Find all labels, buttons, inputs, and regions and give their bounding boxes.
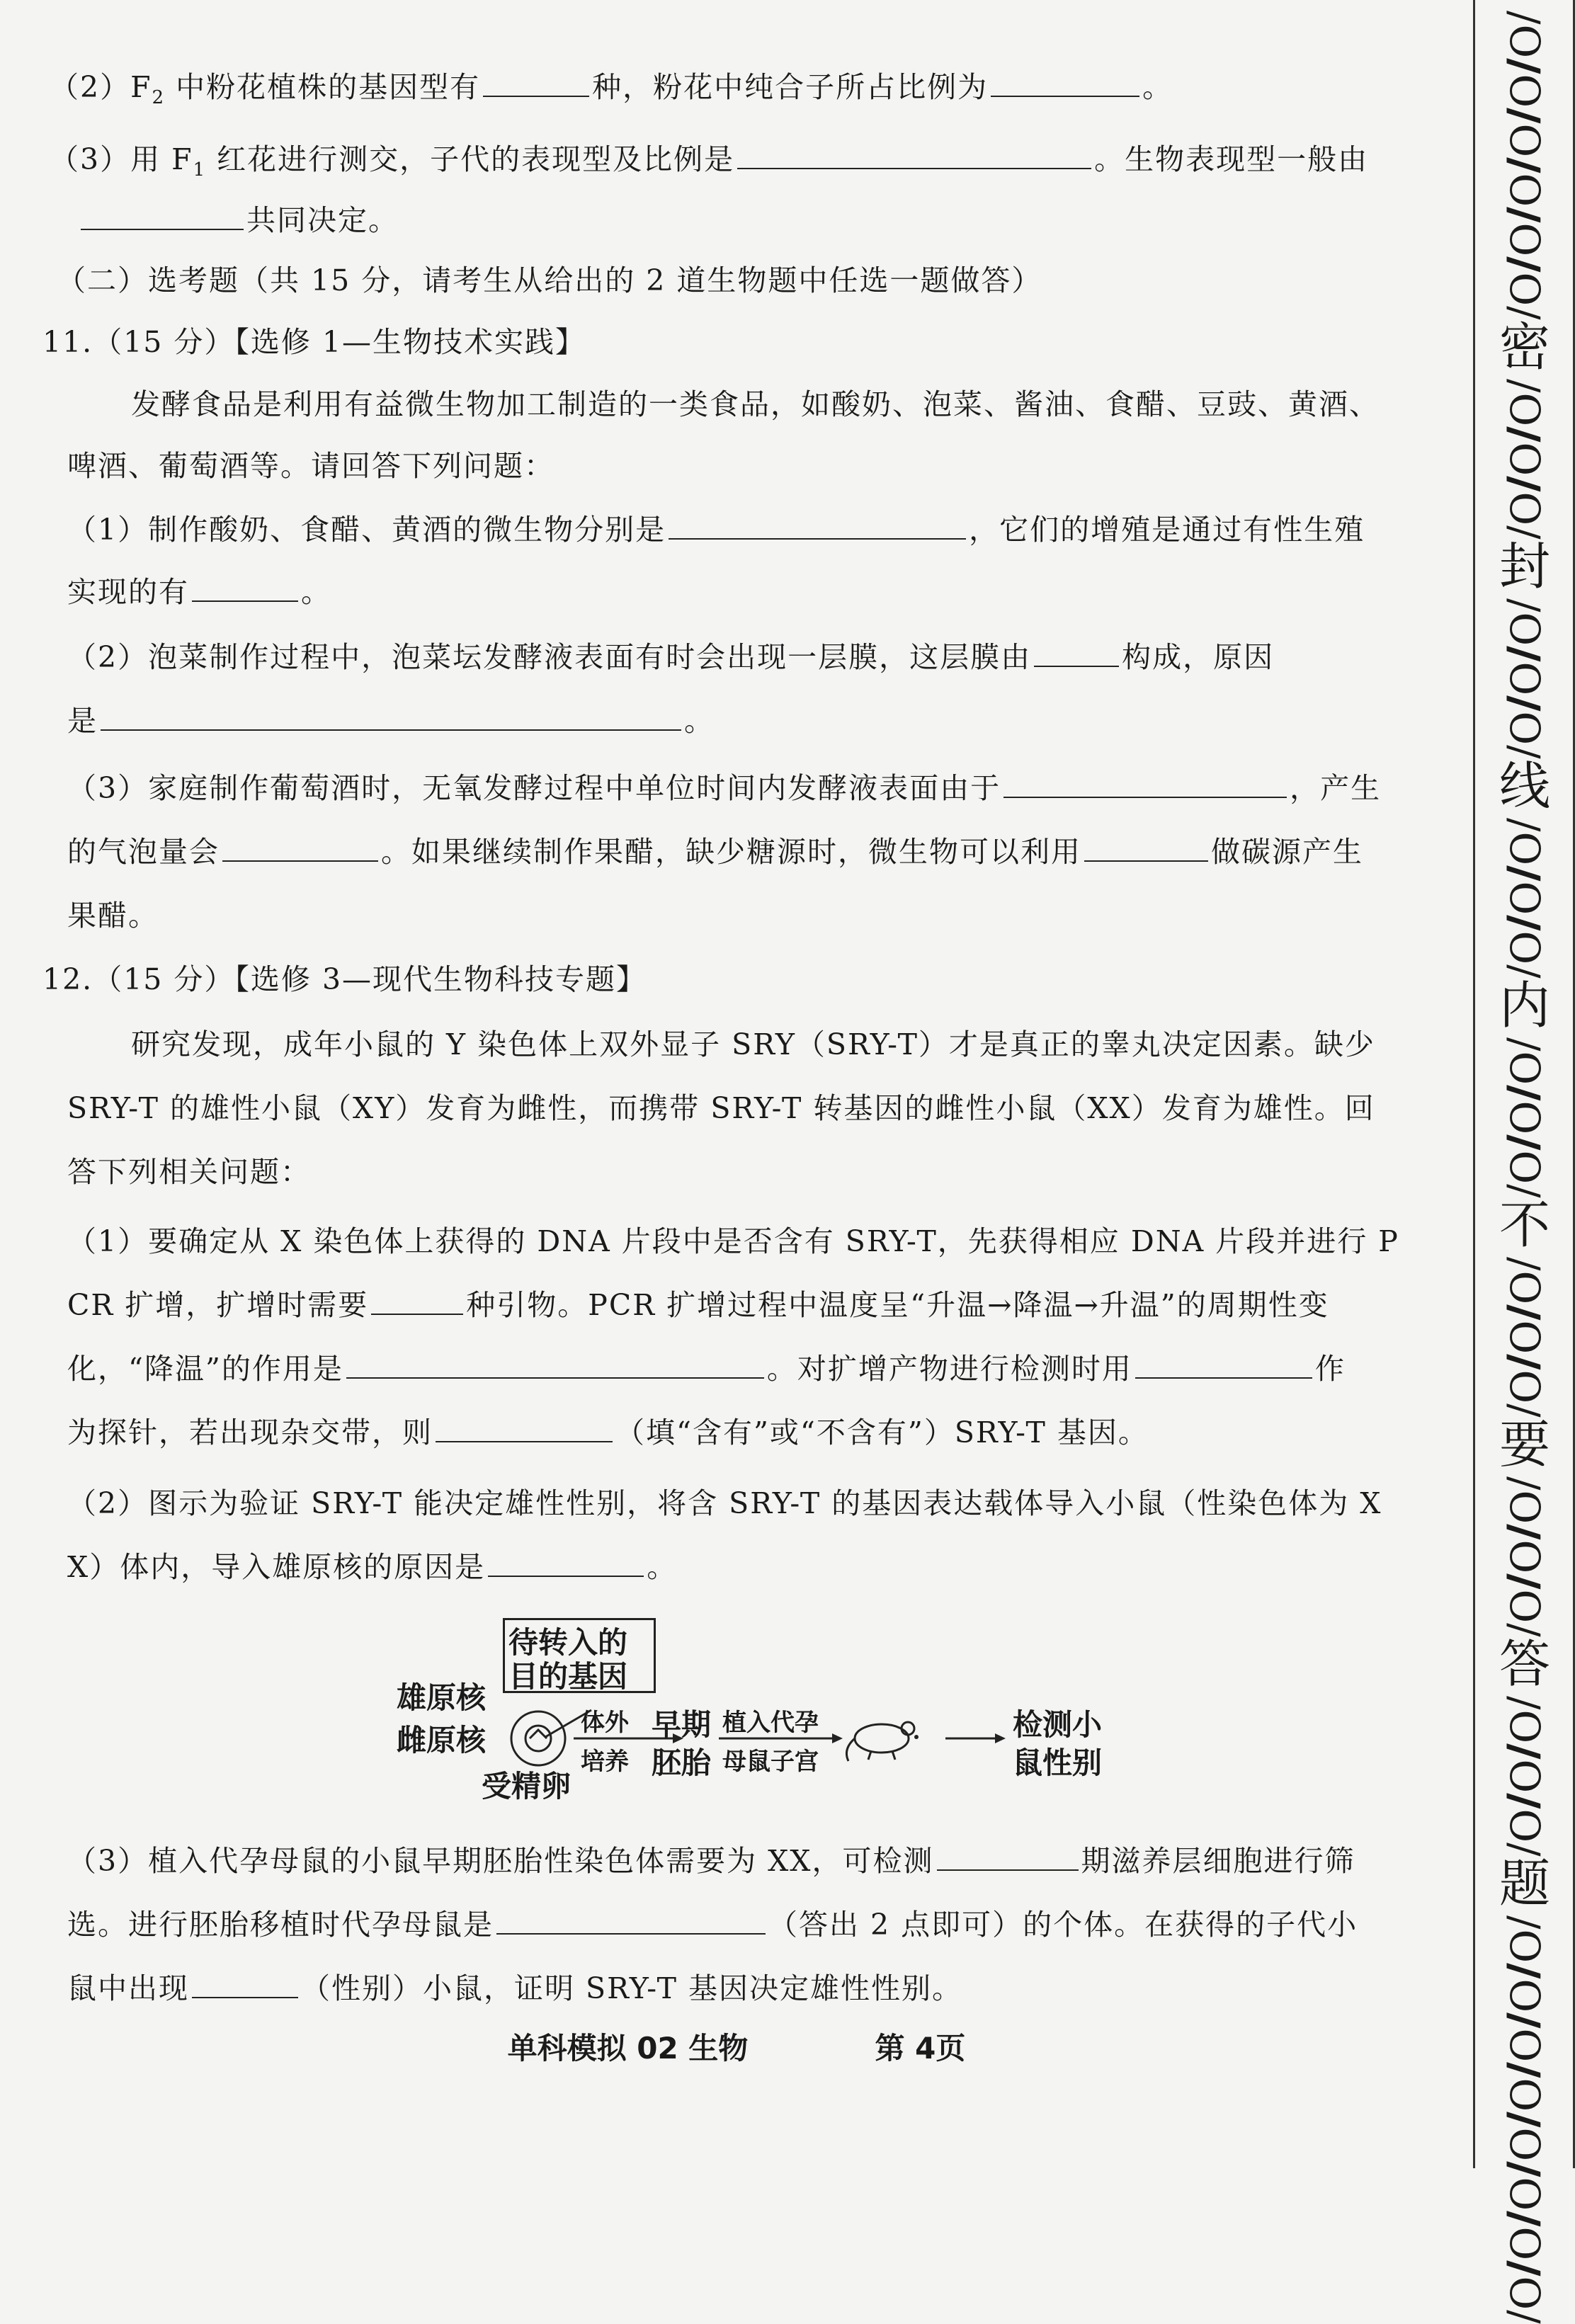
q11-intro-line2 [67, 446, 555, 486]
question-11-title: 11.（15 分）【选修 1—生物技术实践】 [42, 325, 586, 359]
q12-sub2-end: 。 [647, 1550, 678, 1584]
q11-sub2-cont [67, 701, 715, 741]
fertilized-egg-label: 受精卵 [482, 1769, 572, 1804]
binding-pattern: /O/ [1501, 2064, 1549, 2126]
q12-sub3 [67, 1841, 1355, 1881]
answer-blank[interactable] [192, 574, 298, 602]
q11-sub2-cont-text: 是 [67, 704, 98, 738]
q3-text-cont: 共同决定。 [246, 203, 399, 237]
answer-blank[interactable] [488, 1549, 644, 1577]
q12-sub2-text: （2）图示为验证 SRY-T 能决定雄性性别，将含 SRY-T 的基因表达载体导入小鼠（性染色体为 X [67, 1486, 1382, 1520]
binding-pattern: /O/ [1501, 2262, 1549, 2324]
q11-sub1 [67, 510, 1365, 549]
binding-char: 密 [1499, 317, 1550, 377]
footer-title: 单科模拟 02 生物 [507, 2031, 749, 2066]
subscript: 2 [152, 87, 166, 109]
answer-blank[interactable] [346, 1350, 764, 1379]
binding-pattern: /O/ [1501, 258, 1549, 320]
q12-sub2-cont [67, 1547, 677, 1587]
answer-blank[interactable] [81, 202, 244, 230]
binding-pattern: /O/ [1501, 1037, 1549, 1099]
q11-sub3-cont-text: 的气泡量会 [67, 835, 220, 869]
answer-blank[interactable] [222, 833, 378, 862]
q12-sub1-text: 为探针，若出现杂交带，则 [67, 1416, 433, 1449]
page-number: 第 4页 [875, 2031, 966, 2066]
q3-text: （3）用 F [50, 142, 193, 176]
q12-sub3-text: （3）植入代孕母鼠的小鼠早期胚胎性染色体需要为 XX，可检测 [67, 1844, 934, 1878]
q12-sub2 [67, 1483, 1382, 1523]
binding-pattern: /O/ [1501, 1476, 1549, 1538]
answer-blank[interactable] [991, 69, 1139, 97]
binding-char: 封 [1499, 537, 1550, 596]
binding-char: 题 [1499, 1854, 1550, 1913]
q3-line-cont [78, 200, 399, 240]
early-embryo-label-2: 胚胎 [652, 1745, 712, 1780]
page-footer [0, 2025, 1473, 2068]
binding-pattern: /O/ [1501, 1356, 1549, 1418]
binding-pattern: /O/ [1501, 2114, 1549, 2175]
q11-sub3-cont-c: 做碳源产生 [1211, 835, 1363, 869]
question-11-heading [42, 322, 586, 362]
q12-intro-text: SRY-T 的雄性小鼠（XY）发育为雌性，而携带 SRY-T 转基因的雌性小鼠（XX）发育为雄性。回 [67, 1091, 1375, 1125]
result-label-2: 鼠性别 [1013, 1745, 1103, 1780]
q12-sub3-cont2 [67, 1969, 962, 2008]
binding-pattern: /O/ [1501, 2163, 1549, 2225]
answer-blank[interactable] [1135, 1350, 1312, 1379]
binding-pattern: /O/ [1501, 2015, 1549, 2076]
q11-intro-text: 啤酒、葡萄酒等。请回答下列问题： [67, 449, 555, 483]
binding-pattern: /O/ [1501, 159, 1549, 221]
q12-sub1-cont2 [67, 1349, 1346, 1389]
q12-sub1-text: CR 扩增，扩增时需要 [67, 1288, 369, 1322]
gene-box-label-2: 目的基因 [508, 1659, 628, 1694]
binding-strip [1496, 11, 1553, 2324]
answer-blank[interactable] [1034, 639, 1119, 667]
q12-sub1-text-b: 。对扩增产物进行检测时用 [766, 1352, 1132, 1386]
binding-pattern: /O/ [1501, 917, 1549, 979]
answer-blank[interactable] [371, 1287, 463, 1315]
q11-sub3-cont [67, 832, 1363, 872]
early-embryo-label-1: 早期 [652, 1707, 712, 1742]
binding-pattern: /O/ [1501, 2213, 1549, 2274]
answer-blank[interactable] [101, 702, 681, 731]
binding-pattern: /O/ [1501, 1795, 1549, 1857]
q12-intro-line2 [67, 1088, 1375, 1128]
q12-intro-line1 [131, 1025, 1375, 1064]
q11-sub3-end [67, 896, 159, 935]
binding-pattern: /O/ [1501, 1526, 1549, 1588]
binding-pattern: /O/ [1501, 1915, 1549, 1977]
binding-pattern: /O/ [1501, 1745, 1549, 1807]
q11-sub3-text: （3）家庭制作葡萄酒时，无氧发酵过程中单位时间内发酵液表面由于 [67, 771, 1001, 805]
answer-blank[interactable] [937, 1842, 1079, 1871]
experiment-diagram [397, 1618, 1119, 1802]
binding-pattern: /O/ [1501, 428, 1549, 490]
q11-sub1-cont [67, 572, 331, 612]
q2-text-b: 中粉花植株的基因型有 [165, 70, 481, 104]
q12-sub3-text-b: 期滋养层细胞进行筛 [1081, 1844, 1355, 1878]
question-12-title: 12.（15 分）【选修 3—现代生物科技专题】 [42, 962, 647, 996]
q12-intro-line3 [67, 1152, 311, 1192]
q11-sub1-cont-end: 。 [301, 575, 331, 609]
mouse-icon [843, 1710, 935, 1767]
binding-pattern: /O/ [1501, 1257, 1549, 1318]
binding-pattern: /O/ [1501, 867, 1549, 929]
q11-intro-line1 [131, 385, 1380, 424]
q12-sub1-text: （1）要确定从 X 染色体上获得的 DNA 片段中是否含有 SRY-T，先获得相应 DNA 片段并进行 P [67, 1224, 1399, 1258]
question-12-heading [42, 959, 647, 999]
q12-sub1 [67, 1221, 1399, 1261]
answer-blank[interactable] [436, 1414, 613, 1442]
female-pronucleus-label: 雌原核 [397, 1723, 487, 1758]
q12-sub1-text-b: （填“含有”或“不含有”）SRY-T 基因。 [615, 1416, 1149, 1449]
q11-sub1-text-b: ，它们的增殖是通过有性生殖 [969, 513, 1365, 547]
q2-line [50, 67, 1173, 118]
binding-pattern: /O/ [1501, 1965, 1549, 2027]
q12-sub3-text-b: （答出 2 点即可）的个体。在获得的子代小 [768, 1908, 1358, 1942]
q11-sub3 [67, 768, 1381, 808]
q3-line [50, 139, 1368, 190]
q2-text-d: 。 [1142, 70, 1173, 104]
implant-label-2: 母鼠子宫 [722, 1748, 819, 1776]
q11-sub3-cont-b: 。如果继续制作果醋，缺少糖源时，微生物可以利用 [381, 835, 1081, 869]
binding-pattern: /O/ [1501, 209, 1549, 270]
answer-blank[interactable] [192, 1970, 298, 1998]
binding-pattern: /O/ [1501, 110, 1549, 171]
binding-pattern: /O/ [1501, 697, 1549, 759]
male-pronucleus-label: 雄原核 [397, 1680, 487, 1715]
answer-blank[interactable] [1003, 770, 1287, 798]
q11-intro-text: 发酵食品是利用有益微生物加工制造的一类食品，如酸奶、泡菜、酱油、食醋、豆豉、黄酒、 [131, 387, 1380, 421]
q12-sub1-text-b: 种引物。PCR 扩增过程中温度呈“升温→降温→升温”的周期性变 [466, 1288, 1329, 1322]
gene-box-label-1: 待转入的 [508, 1625, 628, 1660]
binding-char: 内 [1499, 976, 1550, 1035]
in-vitro-label: 体外 [581, 1709, 629, 1737]
binding-pattern: /O/ [1501, 818, 1549, 879]
q12-sub3-text: 选。进行胚胎移植时代孕母鼠是 [67, 1908, 494, 1942]
binding-pattern: /O/ [1501, 379, 1549, 440]
result-label-1: 检测小 [1013, 1707, 1103, 1742]
binding-pattern: /O/ [1501, 598, 1549, 660]
binding-char: 答 [1499, 1634, 1550, 1694]
q2-text: （2）F [50, 70, 152, 104]
q12-intro-text: 答下列相关问题： [67, 1155, 311, 1189]
implant-label-1: 植入代孕 [722, 1709, 819, 1737]
binding-char: 线 [1499, 756, 1550, 816]
binding-pattern: /O/ [1501, 1576, 1549, 1637]
answer-blank[interactable] [483, 69, 589, 97]
q3-text-c: 。生物表现型一般由 [1094, 142, 1369, 176]
answer-blank[interactable] [1084, 833, 1208, 862]
binding-char: 不 [1499, 1195, 1550, 1255]
binding-pattern: /O/ [1501, 1306, 1549, 1368]
q11-sub2 [67, 637, 1274, 677]
answer-blank[interactable] [496, 1906, 766, 1935]
q11-sub2-text: （2）泡菜制作过程中，泡菜坛发酵液表面有时会出现一层膜，这层膜由 [67, 640, 1032, 674]
binding-pattern: /O/ [1501, 648, 1549, 710]
q2-text-c: 种，粉花中纯合子所占比例为 [592, 70, 989, 104]
section-heading [57, 261, 1042, 300]
q11-sub3-text-b: ，产生 [1290, 771, 1382, 805]
q12-sub1-cont1 [67, 1285, 1329, 1325]
q12-sub3-cont1 [67, 1905, 1358, 1944]
binding-pattern: /O/ [1501, 60, 1549, 122]
q12-sub1-text: 化，“降温”的作用是 [67, 1352, 343, 1386]
q12-sub3-text: 鼠中出现 [67, 1971, 189, 2005]
answer-blank[interactable] [669, 511, 966, 540]
section-heading-text: （二）选考题（共 15 分，请考生从给出的 2 道生物题中任选一题做答） [57, 263, 1042, 297]
binding-pattern: /O/ [1501, 1087, 1549, 1149]
binding-char: 要 [1499, 1415, 1550, 1474]
q11-sub2-text-b: 构成，原因 [1122, 640, 1275, 674]
q11-sub2-cont-end: 。 [684, 704, 715, 738]
q12-intro-text: 研究发现，成年小鼠的 Y 染色体上双外显子 SRY（SRY-T）才是真正的睾丸决定因素。缺少 [131, 1027, 1375, 1061]
binding-pattern: /O/ [1501, 1696, 1549, 1758]
q12-sub3-text-b: （性别）小鼠，证明 SRY-T 基因决定雄性性别。 [301, 1971, 963, 2005]
binding-pattern: /O/ [1501, 478, 1549, 540]
q11-sub1-cont-text: 实现的有 [67, 575, 189, 609]
q12-sub2-text: X）体内，导入雄原核的原因是 [67, 1550, 486, 1584]
subscript: 1 [193, 159, 207, 181]
q12-sub1-cont3 [67, 1413, 1149, 1452]
q11-sub1-text: （1）制作酸奶、食醋、黄酒的微生物分别是 [67, 513, 666, 547]
arrow-icon [945, 1731, 1009, 1745]
q11-sub3-end-text: 果醋。 [67, 899, 159, 933]
binding-pattern: /O/ [1501, 11, 1549, 72]
answer-blank[interactable] [737, 141, 1091, 169]
culture-label: 培养 [581, 1748, 629, 1776]
binding-pattern: /O/ [1501, 1137, 1549, 1198]
q3-text-b: 红花进行测交，子代的表现型及比例是 [206, 142, 735, 176]
binding-margin [1473, 0, 1575, 2324]
q12-sub1-text-c: 作 [1314, 1352, 1346, 1386]
